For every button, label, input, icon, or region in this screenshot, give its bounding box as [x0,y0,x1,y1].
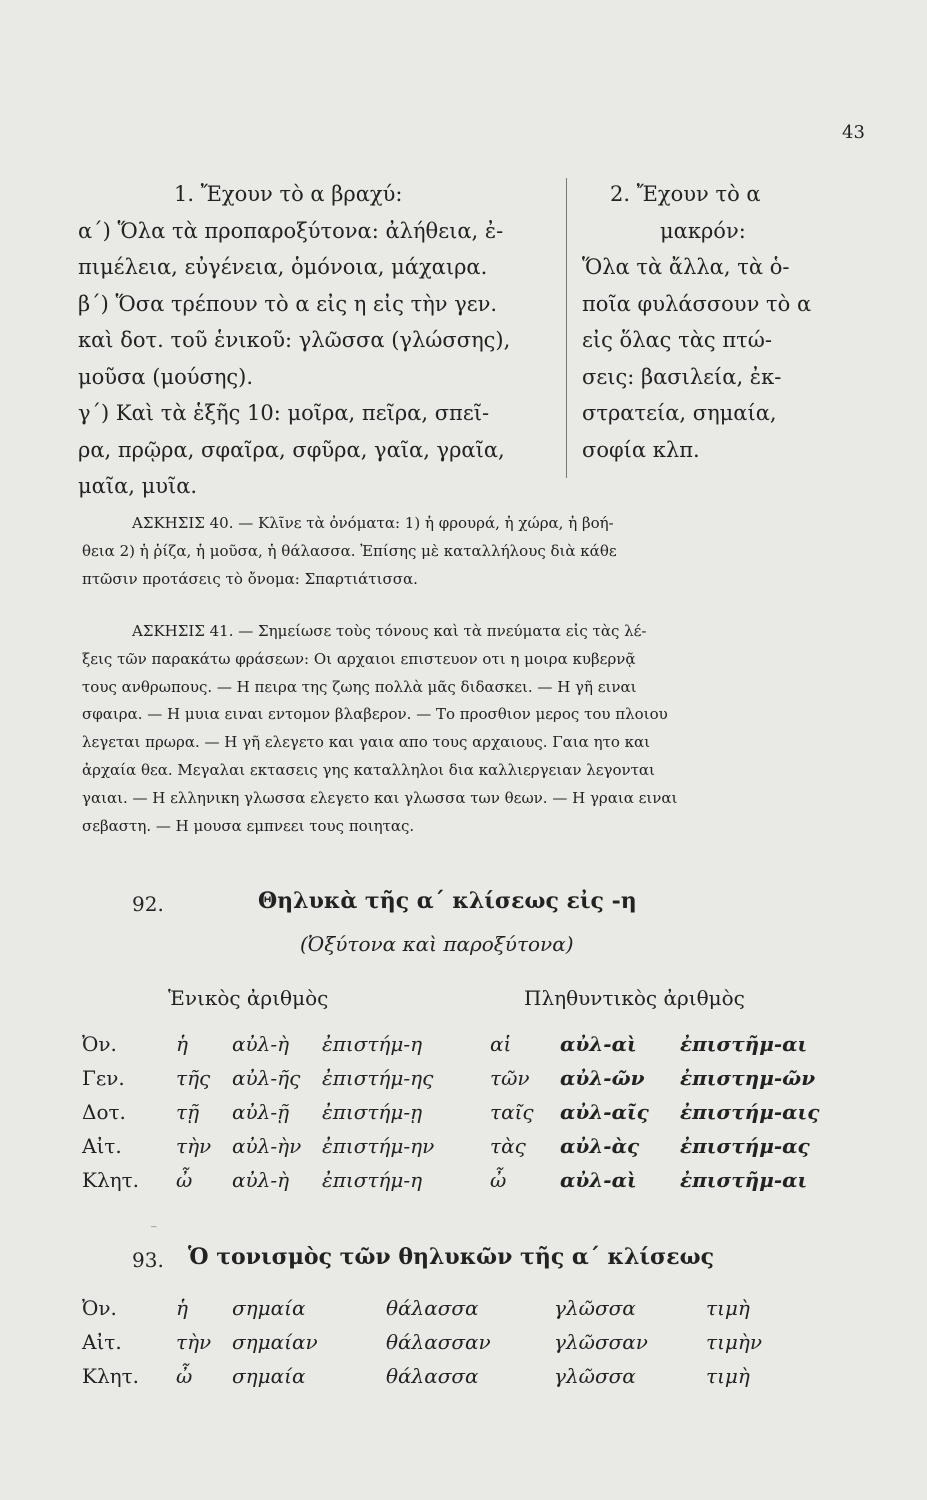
article: αἱ [490,1032,512,1056]
right-line: σεις: βασιλεία, ἐκ- [582,364,782,389]
article: ταῖς [490,1100,534,1124]
left-line: πιμέλεια, εὐγένεια, ὁμόνοια, μάχαιρα. [78,255,488,279]
word: γλῶσσαν [554,1330,648,1354]
form: ἐπιστήμ-η [322,1032,423,1056]
case-label: Κλητ. [82,1168,140,1192]
form: αὐλ-ῆς [232,1066,301,1090]
left-line: μοῦσα (μούσης). [78,364,254,389]
form: ἐπιστήμ-ῃ [322,1100,423,1124]
article: τὰς [490,1134,526,1158]
article: ὦ [176,1364,193,1388]
form: ἐπιστήμ-ας [680,1134,810,1158]
left-line: ρα, πρῷρα, σφαῖρα, σφῦρα, γαῖα, γραῖα, [78,437,505,462]
article: τῶν [490,1066,530,1090]
article: ἡ [176,1032,188,1056]
word: γλῶσσα [554,1296,636,1320]
declension-row [82,1100,842,1134]
form: ἐπιστήμ-ης [322,1066,434,1090]
article: τῇ [176,1100,200,1124]
case-label: Ὀν. [82,1296,117,1320]
exercise-line: σφαιρα. — Η μυια ειναι εντομον βλαβερον. — Το προσθιον μερος του πλοιου [82,705,668,724]
form: αὐλ-ῇ [232,1100,290,1124]
form: αὐλ-ὴν [232,1134,302,1158]
left-line: α΄) Ὅλα τὰ προπαροξύτονα: ἀλήθεια, ἐ- [78,218,504,243]
left-line: γ΄) Καὶ τὰ ἑξῆς 10: μοῖρα, πεῖρα, σπεῖ- [78,401,490,425]
article: τῆς [176,1066,211,1090]
accent-row [82,1330,842,1364]
form: ἐπιστῆμ-αι [680,1168,808,1192]
declension-row [82,1032,842,1066]
form: αὐλ-ὰς [560,1134,640,1158]
article: τὴν [176,1134,212,1158]
form: ἐπιστήμ-ην [322,1134,435,1158]
right-line: σοφία κλπ. [582,437,700,462]
plural-header: Πληθυντικὸς ἀριθμὸς [524,986,745,1010]
form: αὐλ-ῶν [560,1066,645,1090]
accent-row [82,1364,842,1398]
exercise-line: τους ανθρωπους. — Η πειρα της ζωης πολλὰ μᾶς διδασκει. — Η γῆ ειναι [82,677,637,696]
case-label: Κλητ. [82,1364,140,1388]
exercise-line: πτῶσιν προτάσεις τὸ ὄνομα: Σπαρτιάτισσα. [82,569,418,588]
right-line: ποῖα φυλάσσουν τὸ α [582,291,812,316]
declension-row [82,1168,842,1202]
right-line: Ὅλα τὰ ἄλλα, τὰ ὁ- [582,255,790,279]
left-line: καὶ δοτ. τοῦ ἑνικοῦ: γλῶσσα (γλώσσης), [78,328,511,352]
article: ὦ [490,1168,507,1192]
form: ἐπιστήμ-η [322,1168,423,1192]
exercise-line: ΑΣΚΗΣΙΣ 40. — Κλῖνε τὰ ὀνόματα: 1) ἡ φρουρά, ἡ χώρα, ἡ βοή- [132,514,614,532]
case-label: Αἰτ. [82,1134,122,1158]
right-line: εἰς ὅλας τὰς πτώ- [582,328,772,352]
exercise-line: ΑΣΚΗΣΙΣ 41. — Σημείωσε τοὺς τόνους καὶ τὰ πνεύματα εἰς τὰς λέ- [132,622,647,640]
accent-row [82,1296,842,1330]
word: τιμὴ [706,1296,750,1320]
exercise-line: ἀρχαία θεα. Μεγαλαι εκτασεις γης καταλληλοι δια καλλιεργειαν λεγονται [82,760,655,779]
exercise-line: ξεις τῶν παρακάτω φράσεων: Οι αρχαιοι επιστευον οτι η μοιρα κυβερνᾷ [82,649,636,668]
section-93-number: 93. [132,1248,164,1272]
left-column [78,176,558,505]
column-divider [566,178,567,478]
case-label: Αἰτ. [82,1330,122,1354]
word: θάλασσα [386,1296,479,1320]
case-label: Δοτ. [82,1100,126,1124]
section-93-title: Ὁ τονισμὸς τῶν θηλυκῶν τῆς α΄ κλίσεως [188,1244,714,1270]
word: σημαία [232,1364,306,1388]
section-92-subtitle: (Ὀξύτονα καὶ παροξύτονα) [300,932,574,956]
word: γλῶσσα [554,1364,636,1388]
case-label: Γεν. [82,1066,125,1090]
page-number: 43 [842,122,865,143]
form: αὐλ-αὶ [560,1032,637,1056]
declension-row [82,1134,842,1168]
singular-header: Ἑνικὸς ἀριθμὸς [168,986,329,1010]
print-mark: ⁻ [150,1222,158,1238]
word: σημαία [232,1296,306,1320]
article: τὴν [176,1330,212,1354]
right-line: μακρόν: [660,218,746,243]
left-line: β΄) Ὅσα τρέπουν τὸ α εἰς η εἰς τὴν γεν. [78,291,498,316]
right-line: 2. Ἔχουν τὸ α [610,182,761,206]
word: θάλασσα [386,1364,479,1388]
article: ἡ [176,1296,188,1320]
right-line: στρατεία, σημαία, [582,401,777,425]
form: αὐλ-ὴ [232,1032,290,1056]
form: ἐπιστημ-ῶν [680,1066,816,1090]
word: τιμὴ [706,1364,750,1388]
section-92-number: 92. [132,892,164,916]
declension-row [82,1066,842,1100]
form: ἐπιστήμ-αις [680,1100,820,1124]
article: ὦ [176,1168,193,1192]
case-label: Ὀν. [82,1032,117,1056]
form: αὐλ-ὴ [232,1168,290,1192]
exercise-line: λεγεται πρωρα. — Η γῆ ελεγετο και γαια απο τους αρχαιους. Γαια ητο και [82,733,651,752]
right-column [582,176,822,468]
exercise-line: σεβαστη. — Η μουσα εμπνεει τους ποιητας. [82,816,415,835]
word: τιμὴν [706,1330,763,1354]
form: ἐπιστῆμ-αι [680,1032,808,1056]
exercise-line: γαιαι. — Η ελληνικη γλωσσα ελεγετο και γλωσσα των θεων. — Η γραια ειναι [82,788,678,807]
left-line: 1. Ἔχουν τὸ α βραχύ: [174,182,403,206]
exercise-line: θεια 2) ἡ ῥίζα, ἡ μοῦσα, ἡ θάλασσα. Ἐπίσης μὲ καταλλήλους διὰ κάθε [82,541,617,560]
word: σημαίαν [232,1330,318,1354]
section-92-title: Θηλυκὰ τῆς α΄ κλίσεως εἰς -η [258,888,637,914]
form: αὐλ-αὶ [560,1168,637,1192]
left-line: μαῖα, μυῖα. [78,474,198,498]
exercise-40 [82,510,842,593]
form: αὐλ-αῖς [560,1100,649,1124]
exercise-41 [82,618,842,840]
word: θάλασσαν [386,1330,491,1354]
